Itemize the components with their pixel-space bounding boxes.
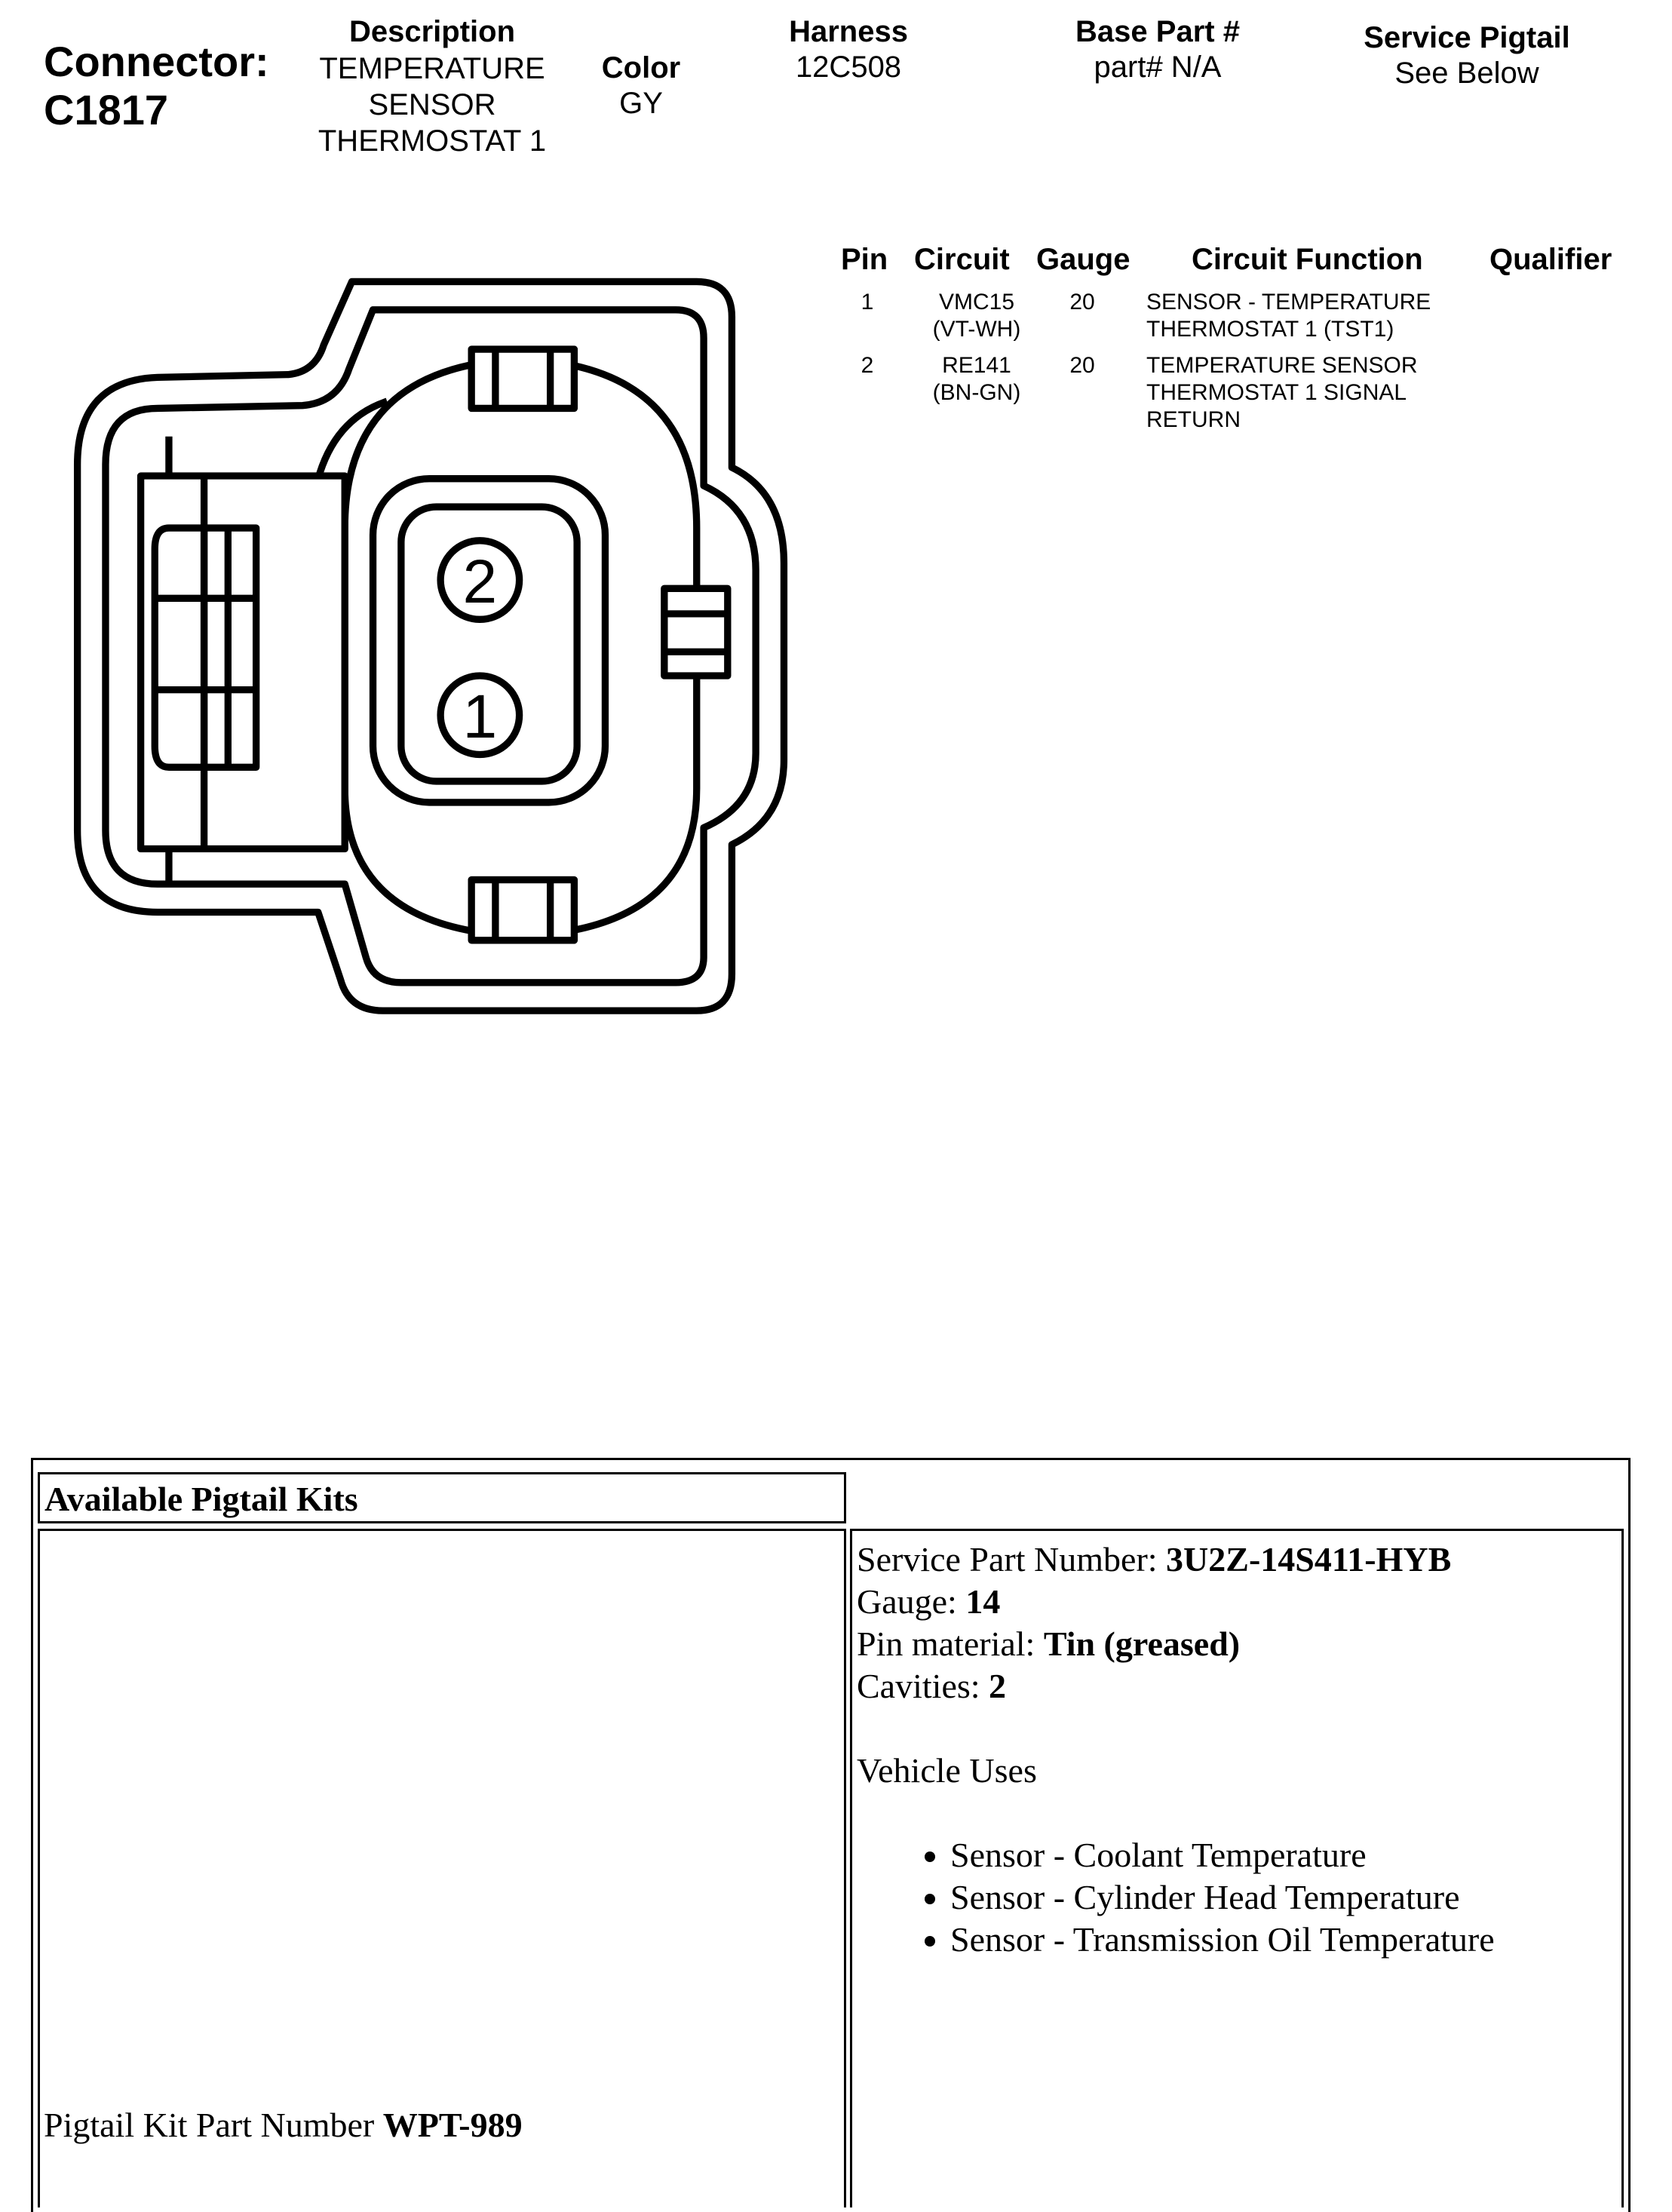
cavities-label: Cavities: (857, 1667, 989, 1705)
service-part-number (857, 1539, 1617, 1581)
connector-label: Connector: (44, 38, 269, 85)
vehicle-uses-label: Vehicle Uses (857, 1751, 1037, 1790)
description-label: Description (348, 15, 516, 48)
circuit-function: TEMPERATURE SENSOR THERMOSTAT 1 SIGNAL RETURN (1146, 353, 1418, 432)
latch (141, 476, 345, 849)
list-item: • Sensor - Coolant Temperature (950, 1834, 1617, 1876)
harness-label: Harness (789, 15, 908, 48)
pigtail-kits-title: Available Pigtail Kits (38, 1472, 846, 1523)
circuit-function: SENSOR - TEMPERATURE THERMOSTAT 1 (TST1) (1146, 290, 1431, 342)
color-value: GY (619, 87, 663, 120)
circuit (913, 289, 1041, 343)
circuit-id: VMC15 (938, 290, 1015, 314)
list-item: • Sensor - Cylinder Head Temperature (950, 1876, 1617, 1919)
col-pin: Pin (841, 243, 888, 276)
circuit (913, 352, 1041, 407)
pin-2-label: 2 (462, 547, 498, 616)
wire-color: (BN-GN) (932, 380, 1021, 405)
service-part-label: Service Part Number: (857, 1540, 1167, 1578)
pin-material-line (857, 1623, 1617, 1665)
list-item: • Sensor - Transmission Oil Temperature (950, 1919, 1617, 1961)
cavities-line (857, 1665, 1617, 1707)
connector-id: C1817 (44, 86, 169, 133)
base-part-value: part# N/A (1094, 51, 1222, 84)
kit-value: WPT-989 (382, 2106, 523, 2144)
col-circuit-function: Circuit Function (1192, 243, 1423, 276)
gauge: 20 (1069, 290, 1095, 314)
col-circuit: Circuit (914, 243, 1010, 276)
pin-1-label: 1 (462, 683, 498, 752)
description-value: TEMPERATURE SENSOR THERMOSTAT 1 (318, 52, 547, 158)
col-qualifier: Qualifier (1489, 243, 1612, 276)
gauge-label: Gauge: (857, 1582, 966, 1621)
pin-number: 1 (861, 290, 874, 314)
color-label: Color (601, 51, 681, 84)
top-key-tab (471, 349, 574, 408)
wire-color: (VT-WH) (932, 317, 1021, 342)
kit-label: Pigtail Kit Part Number (44, 2106, 383, 2144)
service-part-cell (850, 1529, 1624, 2207)
gauge-value: 14 (965, 1582, 1001, 1621)
col-gauge: Gauge (1036, 243, 1131, 276)
service-part-value: 3U2Z-14S411-HYB (1166, 1540, 1452, 1578)
harness-value: 12C508 (795, 51, 902, 84)
vehicle-uses-list (857, 1834, 1617, 1961)
pin-material-label: Pin material: (857, 1624, 1044, 1663)
service-pigtail-value: See Below (1394, 57, 1539, 90)
cavities-value: 2 (989, 1667, 1007, 1705)
service-pigtail-label: Service Pigtail (1364, 21, 1570, 54)
pigtail-kit-part-number (44, 2104, 523, 2146)
gauge-line (857, 1581, 1617, 1623)
pin-number: 2 (861, 353, 874, 378)
circuit-id: RE141 (942, 353, 1011, 378)
gauge: 20 (1069, 353, 1095, 378)
right-key-tab (664, 588, 728, 676)
pigtail-kit-cell (38, 1529, 846, 2207)
bottom-key-tab (471, 880, 574, 940)
pin-material-value: Tin (greased) (1043, 1624, 1241, 1663)
base-part-label: Base Part # (1075, 15, 1240, 48)
